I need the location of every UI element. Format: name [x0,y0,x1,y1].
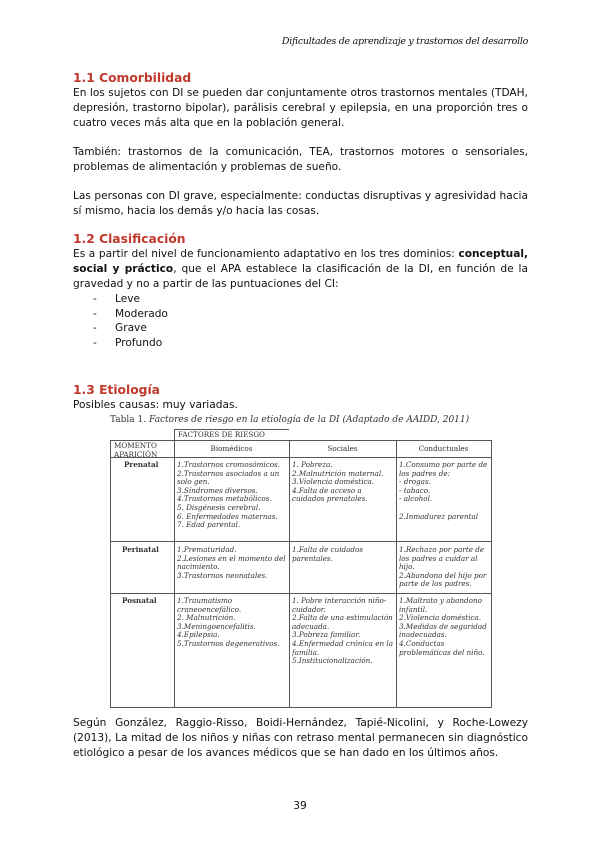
risk-factors-figure [105,413,496,713]
paragraph-comorbilidad-1: En los sujetos con DI se pueden dar conjuntamente otros trastornos mentales (TDAH, depresión, trastorno bipolar), parálisis cerebral y epilepsia, en una proporción tres o cuatro veces más alta que en la población general. [73,87,528,129]
list-item: - Profundo [93,336,163,349]
paragraph-etiologia-source [73,716,528,761]
header-momento: MOMENTO APARICIÓN [114,441,158,459]
list-item: - Leve [93,293,141,305]
section-title-clasificacion: 1.2 Clasificación [73,232,186,246]
paragraph-clasificacion: Es a partir del nivel de funcionamiento adaptativo en los tres dominios: conceptual, social y práctico, que el APA establece la clasificación de la DI, en función de la gravedad y no a partir de las puntuaciones del CI: [73,248,528,290]
header-biomedicos: Biomédicos [210,444,253,453]
paragraph-comorbilidad-2: También: trastornos de la comunicación, TEA, trastornos motores o sensoriales, problemas de alimentación y problemas de sueño. [73,146,528,173]
row-prenatal-bio: 1.Trastornos cromosómicos. 2.Trastornos asociados a un solo gen. 3.Síndromes diversos. 4.Trastornos metabólicos. 5. Disgénesis cerebral. 6. Enfermedades maternas. 7. Edad parental. [177,460,281,530]
section-title-comorbilidad: 1.1 Comorbilidad [73,71,192,85]
severity-list [73,292,528,350]
bold-domains: conceptual, social y práctico [73,248,528,275]
list-item: - Moderado [93,307,168,320]
row-perinatal-cond: 1.Rechazo por parte de los padres a cuidar al hijo. 2.Abandono del hijo por parte de los padres. [399,545,487,589]
header-conductuales: Conductuales [418,444,469,453]
section-title-etiologia: 1.3 Etiología [73,383,160,397]
row-perinatal-soc: 1.Falta de cuidados parentales. [292,545,363,563]
row-prenatal-soc: 1. Pobreza. 2.Malnutrición maternal. 3.Violencia doméstica. 4.Falta de acceso a cuidados prenatales. [292,460,384,504]
row-posnatal-soc: 1. Pobre interacción niño-cuidador. 2.Falta de una estimulación adecuada. 3.Pobreza familiar. 4.Enfermedad crónica en la familia. 5.Institucionalización. [292,596,393,666]
header-factores: FACTORES DE RIESGO [178,430,265,439]
page-number: 39 [293,800,307,812]
risk-factors-table [110,429,492,709]
main-content [73,70,528,413]
row-perinatal-bio: 1.Prematuridad. 2.Lesiones en el momento del nacimiento. 3.Trastornos neonatales. [177,545,286,580]
paragraph-comorbilidad-3: Las personas con DI grave, especialmente: conductas disruptivas y agresividad hacia sí mismo, hacia los demás y/o hacia las cosas. [73,190,528,217]
row-posnatal-cond: 1.Maltrato y abandono infantil. 2.Violencia doméstica. 3.Medidas de seguridad inadecuadas. 4.Conductas problemáticas del niño. [399,596,487,657]
header-sociales: Sociales [327,444,358,453]
row-posnatal-moment: Posnatal [122,596,157,605]
list-item: - Grave [93,322,147,334]
paragraph-etiologia-intro: Posibles causas: muy variadas. [73,399,238,411]
running-header: Dificultades de aprendizaje y trastornos del desarrollo [281,36,528,47]
row-posnatal-bio: 1.Traumatismo craneoencefálico. 2. Malnutrición. 3.Meningoencefalitis. 4.Epilepsia. 5.Trastornos degenerativos. [177,596,280,648]
figure-caption: Tabla 1. Factores de riesgo en la etiología de la DI (Adaptado de AAIDD, 2011) [110,415,470,425]
row-perinatal-moment: Perinatal [122,545,159,554]
row-prenatal-moment: Prenatal [124,460,159,469]
paragraph-bottom: Según González, Raggio-Risso, Boidi-Hernández, Tapié-Nicolini, y Roche-Lowezy (2013), La mitad de los niños y niñas con retraso mental permanecen sin diagnóstico etiológico a pesar de los avances médicos que se han dado en los últimos años. [73,717,528,759]
row-prenatal-cond: 1.Consumo por parte de los padres de: - drogas. - tabaco. - alcohol. 2.Inmadurez parental [399,460,488,521]
